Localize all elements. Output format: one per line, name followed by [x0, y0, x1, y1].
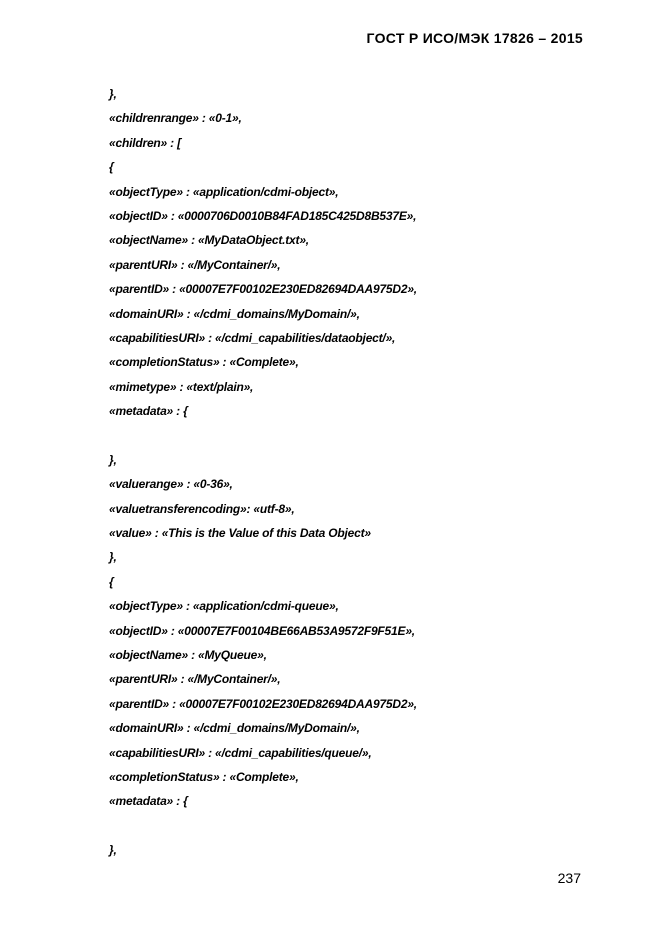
code-line: «parentURI» : «/MyContainer/»,: [109, 672, 281, 687]
code-line: «valuerange» : «0-36»,: [109, 477, 233, 492]
code-line: [109, 814, 579, 838]
code-line: },: [109, 843, 117, 858]
code-line: [109, 423, 579, 447]
code-line: «completionStatus» : «Complete»,: [109, 769, 299, 784]
code-line: «completionStatus» : «Complete»,: [109, 355, 299, 370]
code-line: },: [109, 550, 117, 565]
code-line: «objectType» : «application/cdmi-queue»,: [109, 599, 339, 614]
code-line: «parentURI» : «/MyContainer/»,: [109, 257, 281, 272]
code-line: «childrenrange» : «0-1»,: [109, 111, 242, 126]
code-line: «domainURI» : «/cdmi_domains/MyDomain/»,: [109, 721, 360, 736]
code-line: «children» : [: [109, 135, 181, 150]
code-line: «objectName» : «MyQueue»,: [109, 647, 267, 662]
page-number: 237: [557, 870, 581, 886]
code-line: «domainURI» : «/cdmi_domains/MyDomain/»,: [109, 306, 360, 321]
code-line: «parentID» : «00007E7F00102E230ED82694DAA975D2»,: [109, 696, 417, 711]
code-line: «metadata» : {: [109, 794, 188, 809]
code-line: },: [109, 87, 117, 101]
code-line: «value» : «This is the Value of this Data Object»: [109, 526, 371, 541]
code-line: «valuetransferencoding»: «utf-8»,: [109, 501, 295, 516]
code-line: {: [109, 574, 114, 589]
code-line: «objectID» : «00007E7F00104BE66AB53A9572F9F51E»,: [109, 623, 415, 638]
code-line: «parentID» : «00007E7F00102E230ED82694DAA975D2»,: [109, 282, 417, 297]
code-line: },: [109, 452, 117, 467]
code-line: «capabilitiesURI» : «/cdmi_capabilities/dataobject/»,: [109, 330, 396, 345]
code-line: «objectType» : «application/cdmi-object»,: [109, 184, 339, 199]
code-line: {: [109, 160, 114, 175]
code-line: «objectName» : «MyDataObject.txt»,: [109, 233, 309, 248]
code-line: «objectID» : «0000706D0010B84FAD185C425D8B537E»,: [109, 208, 417, 223]
code-line: «capabilitiesURI» : «/cdmi_capabilities/queue/»,: [109, 745, 372, 760]
code-line: «metadata» : {: [109, 404, 188, 419]
standard-header: ГОСТ Р ИСО/МЭК 17826 – 2015: [366, 30, 583, 46]
code-line: «mimetype» : «text/plain»,: [109, 379, 254, 394]
json-code-block: [109, 82, 579, 863]
